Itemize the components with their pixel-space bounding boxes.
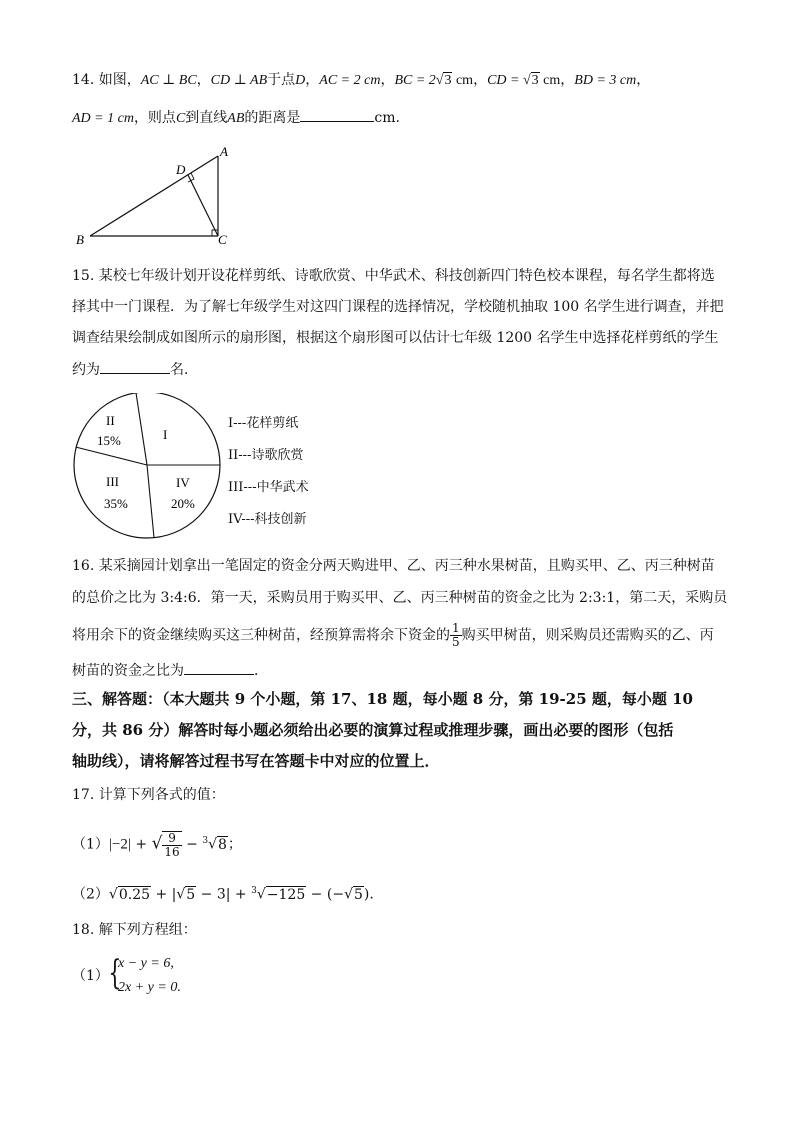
q17-p2-neg-radicand: 5 xyxy=(353,886,363,903)
q14-ad: AD = 1 cm xyxy=(72,111,134,126)
q17-p2-end: . xyxy=(369,886,374,903)
q17-p2-cube-radicand: −125 xyxy=(266,886,306,903)
pie-sector-label: I xyxy=(163,427,168,442)
q14-bd: BD = 3 cm xyxy=(574,73,637,88)
q15-legend xyxy=(228,408,309,536)
q16-answer-blank[interactable] xyxy=(184,660,254,675)
pie-sector-label: II xyxy=(106,413,115,428)
q16-line-4-end: ． xyxy=(254,663,268,679)
q14-ask2: 到直线 xyxy=(185,110,228,126)
q15-line-4-end: 名． xyxy=(170,362,198,378)
pie-sector-pct: 35% xyxy=(104,496,128,511)
q14-line-ab: AB xyxy=(227,111,245,126)
q17-p2-label: （2） xyxy=(72,886,109,903)
q14-line-1: 14. 如图，AC ⊥ BC，CD ⊥ AB于点D，AC = 2 cm，BC = 2√3 cm，CD = √3 cm，BD = 3 cm， xyxy=(72,72,651,88)
q18-p1-label: （1） xyxy=(72,968,109,984)
legend-item: II---诗歌欣赏 xyxy=(228,448,304,463)
q15-line-4-text: 约为 xyxy=(72,362,100,378)
q18-part-1 xyxy=(72,966,109,986)
q16-line-3 xyxy=(72,622,714,649)
q18-title: 18. 解下列方程组： xyxy=(72,922,197,938)
q14-cond-perp2: CD ⊥ AB xyxy=(210,73,268,88)
q17-p1-cube-index: 3 xyxy=(202,836,209,846)
pie-sector-label: III xyxy=(106,474,119,489)
q16-fraction: $\frac{1}{5}$ xyxy=(452,621,460,649)
section3-line-3: 轴助线），请将解答过程书写在答题卡中对应的位置上． xyxy=(72,752,440,770)
q16-line-2: 的总价之比为 3:4:6．第一天，采购员用于购买甲、乙、丙三种树苗的资金之比为 2:3:1，第二天，采购员 xyxy=(72,590,728,606)
pie-sector-label: IV xyxy=(176,475,190,490)
q16-line-1: 16. 某采摘园计划拿出一笔固定的资金分两天购进甲、乙、丙三种水果树苗，且购买甲、乙、丙三种树苗 xyxy=(72,558,715,574)
q14-line-2 xyxy=(72,107,400,129)
q17-p1-sqrt-frac: $\frac{9}{16}$ xyxy=(164,830,180,859)
q15-line-2: 择其中一门课程．为了解七年级学生对这四门课程的选择情况，学校随机抽取 100 名学生进行调查，并把 xyxy=(72,299,724,315)
q15-line-4 xyxy=(72,359,198,380)
q15-answer-blank[interactable] xyxy=(100,359,170,374)
q14-cd: CD = √3 cm xyxy=(487,73,561,88)
q15-line-1: 15. 某校七年级计划开设花样剪纸、诗歌欣赏、中华武术、科技创新四门特色校本课程，每名学生都将选 xyxy=(72,268,715,284)
q18-system-brace: { xyxy=(108,953,122,993)
q16-line-4 xyxy=(72,660,268,681)
q14-bc: BC = 2√3 cm xyxy=(394,73,474,88)
q14-cond-perp: AC ⊥ BC xyxy=(140,73,197,88)
section3-line-2: 分，共 86 分）解答时每小题必须给出必要的演算过程或推理步骤，画出必要的图形（包括 xyxy=(72,721,674,739)
q14-point-d: D xyxy=(295,73,306,88)
q14-number: 14. xyxy=(72,72,95,88)
pie-sector-pct: 20% xyxy=(171,496,195,511)
fig-label-b: B xyxy=(76,232,84,247)
q16-line-3-end: 购买甲树苗，则采购员还需购买的乙、丙 xyxy=(461,627,714,644)
q15-pie-chart xyxy=(68,393,228,553)
q17-title: 17. 计算下列各式的值： xyxy=(72,787,225,803)
legend-item: I---花样剪纸 xyxy=(228,416,299,431)
q17-p2-cube-index: 3 xyxy=(251,886,257,896)
pie-divider-4 xyxy=(76,447,148,465)
q17-p1-abs: |−2| xyxy=(108,836,131,853)
q17-p1-cube-radicand: 8 xyxy=(217,836,227,853)
q18-equation-1: x − y = 6, xyxy=(118,956,174,971)
q15-line-3: 调查结果绘制成如图所示的扇形图，根据这个扇形图可以估计七年级 1200 名学生中选择花样剪纸的学生 xyxy=(72,330,719,346)
fig-label-c: C xyxy=(218,232,227,247)
q17-p1-end: ； xyxy=(227,836,242,853)
q14-prefix: 如图， xyxy=(98,72,141,88)
q16-line-3-text: 将用余下的资金继续购买这三种树苗，经预算需将余下资金的 xyxy=(72,627,450,644)
q14-answer-blank[interactable] xyxy=(300,107,374,122)
q14-ac: AC = 2 cm xyxy=(319,73,381,88)
q14-at-point: 于点 xyxy=(267,72,296,88)
q17-p1-label: （1） xyxy=(72,836,109,853)
q14-ask1: ，则点 xyxy=(133,110,176,126)
q17-part-1: （1）|−2| + √ $\frac{9}{16}$ − $^3$√8； xyxy=(72,830,242,859)
legend-item: IV---科技创新 xyxy=(228,512,307,527)
q14-point-c: C xyxy=(175,111,186,126)
pie-divider-1 xyxy=(136,393,147,465)
q14-triangle-figure xyxy=(70,140,240,250)
q18-equation-2: 2x + y = 0. xyxy=(118,980,181,995)
fig-label-d: D xyxy=(176,162,186,177)
q14-ask3: 的距离是 xyxy=(244,110,301,126)
fig-label-a: A xyxy=(220,144,228,159)
q17-part-2: （2）√0.25 + |√5 − 3| + $^3$√−125 − (−√5). xyxy=(72,886,374,903)
q16-line-4-text: 树苗的资金之比为 xyxy=(72,663,184,679)
q17-p2-abs-rest: − 3 xyxy=(200,886,226,903)
pie-sector-pct: 15% xyxy=(97,433,121,448)
q17-p2-abs-radicand: 5 xyxy=(186,886,196,903)
section3-line-1: 三、解答题：（本大题共 9 个小题，第 17、18 题，每小题 8 分，第 19-25 题，每小题 10 xyxy=(72,690,693,708)
legend-item: III---中华武术 xyxy=(228,480,309,495)
q17-p2-sqrt: 0.25 xyxy=(118,886,151,903)
pie-divider-3 xyxy=(147,465,154,538)
q14-unit: cm. xyxy=(374,110,400,126)
